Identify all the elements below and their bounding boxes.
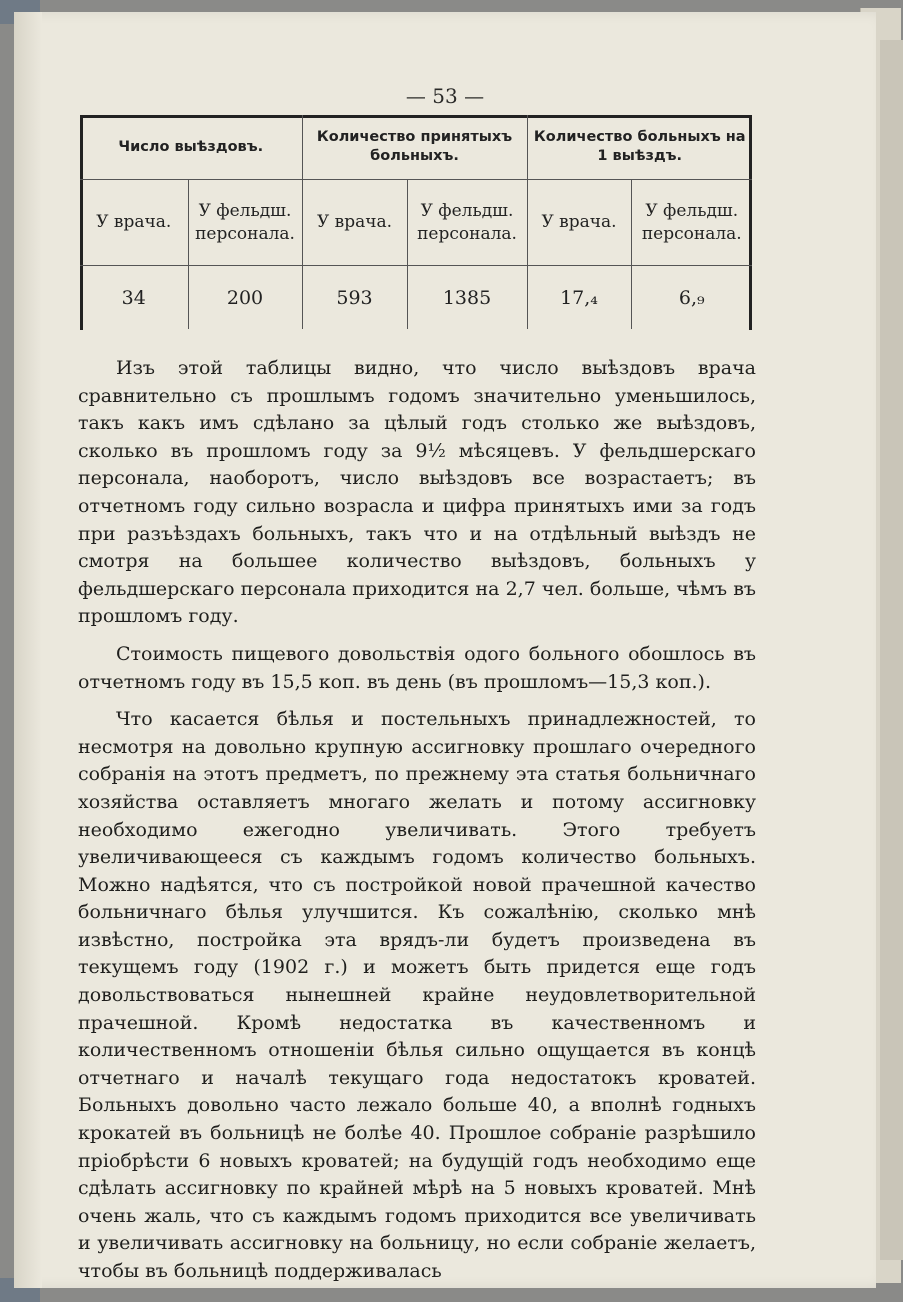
subheader-cell: У врача. xyxy=(527,180,631,266)
group-header-trips: Число выѣздовъ. xyxy=(80,115,302,180)
paragraph: Изъ этой таблицы видно, что число выѣздовъ врача сравнительно съ прошлымъ годомъ значительно уменьшилось, такъ какъ имъ сдѣлано за цѣлый годъ столько же выѣздовъ, сколько въ прошломъ году за 9½ мѣсяцевъ. У фельдшерскаго персонала, наоборотъ, число выѣздовъ все возрастаетъ; въ отчетномъ году сильно возрасла и цифра принятыхъ ими за годъ при разъѣздахъ больныхъ, такъ что и на отдѣльный выѣздъ не смотря на большее количество выѣздовъ, больныхъ у фельдшерскаго персонала приходится на 2,7 чел. больше, чѣмъ въ прошломъ году. xyxy=(78,357,756,628)
group-header-per-trip: Количество больныхъ на 1 выѣздъ. xyxy=(527,115,752,180)
group-header-patients: Количество принятыхъ больныхъ. xyxy=(302,115,527,180)
value-cell: 34 xyxy=(121,286,146,309)
table-subheader-row xyxy=(80,180,752,266)
value-cell: 17,₄ xyxy=(527,266,631,330)
paragraph: Что касается бѣлья и постельныхъ принадлежностей, то несмотря на довольно крупную ассигновку прошлаго очередного собранія на этотъ предметъ, по прежнему эта статья больничнаго хозяйства оставляетъ многаго желать и потому ассигновку необходимо ежегодно увеличивать. Этого требуетъ увеличивающееся съ каждымъ годомъ количество больныхъ. Можно надѣятся, что съ постройкой новой прачешной качество больничнаго бѣлья улучшится. Къ сожалѣнію, сколько мнѣ извѣстно, постройка эта врядъ-ли будетъ произведена въ текущемъ году (1902 г.) и можетъ быть придется еще годъ довольствоваться нынешней крайне неудовлетворительной прачешной. Кромѣ недостатка въ качественномъ и количественномъ отношеніи бѣлья сильно ощущается въ концѣ отчетнаго и началѣ текущаго года недостатокъ кроватей. Больныхъ довольно часто лежало больше 40, а вполнѣ годныхъ крокатей въ больницѣ не болѣе 40. Прошлое собраніе разрѣшило пріобрѣсти 6 новыхъ кроватей; на будущій годъ необходимо еще сдѣлать ассигновку по крайней мѣрѣ на 5 новыхъ кроватей. Мнѣ очень жаль, что съ каждымъ годомъ приходится все увеличивать и увеличивать ассигновку на больницу, но если собраніе желаетъ, чтобы въ больницѣ поддерживалась xyxy=(78,708,756,1282)
subheader-cell: У врача. xyxy=(302,180,407,266)
statistics-table xyxy=(80,115,752,329)
value-cell: 6,₉ xyxy=(631,266,752,330)
value-cell: 593 xyxy=(302,266,407,330)
subheader-cell: У фельдш. персонала. xyxy=(188,180,302,266)
value-cell: 200 xyxy=(188,266,302,330)
page-gutter xyxy=(14,12,42,1288)
table-values-row xyxy=(80,266,752,330)
body-text xyxy=(78,355,756,1296)
subheader-cell: У фельдш. персонала. xyxy=(631,180,752,266)
subheader-cell: У врача. xyxy=(80,180,188,266)
paragraph: Стоимость пищевого довольствія одого больного обошлось въ отчетномъ году въ 15,5 коп. въ день (въ прошломъ—15,3 коп.). xyxy=(78,642,756,693)
table-group-header-row xyxy=(80,115,752,180)
value-cell: 1385 xyxy=(407,266,527,330)
page-number: — 53 — xyxy=(405,84,485,108)
back-page-edge-2 xyxy=(880,40,903,1260)
subheader-cell: У фельдш. персонала. xyxy=(407,180,527,266)
